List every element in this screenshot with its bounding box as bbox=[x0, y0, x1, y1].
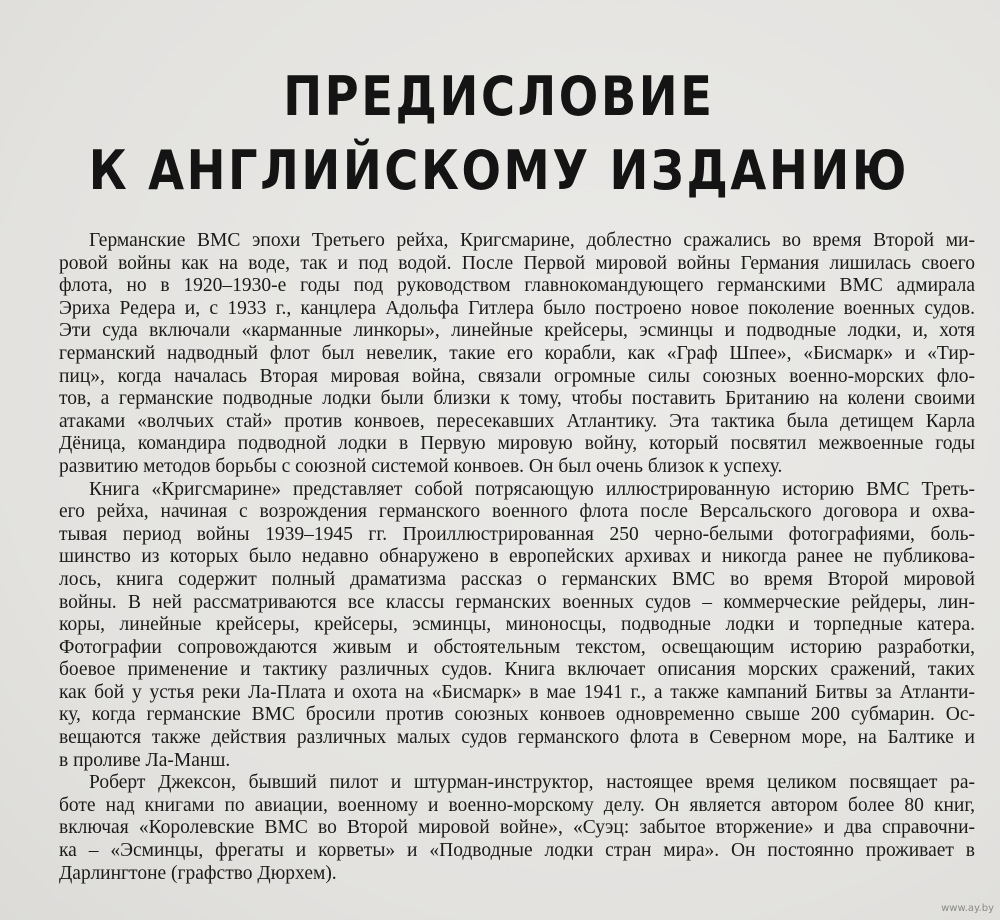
watermark: www.ay.by bbox=[941, 903, 994, 914]
text-line: в проливе Ла-Манш. bbox=[59, 749, 231, 771]
text-line: ку, когда германские ВМС бросили против союзных конвоев одновременно свыше 200 субмарин. Ос- bbox=[59, 704, 975, 726]
text-line: боевое применение и тактику различных судов. Книга включает описания морских сражений, таких bbox=[59, 659, 975, 681]
text-line: пиц», когда началась Вторая мировая война, связали огромные силы союзных военно-морских фло- bbox=[59, 365, 975, 387]
text-line: развитию методов борьбы с союзной системой конвоев. Он был очень близок к успеху. bbox=[59, 455, 783, 477]
text-line: Эти суда включали «карманные линкоры», линейные крейсеры, эсминцы и подводные лодки, и, хотя bbox=[59, 320, 975, 342]
page-title bbox=[69, 60, 929, 208]
text-line: Дёница, командира подводной лодки в Первую мировую войну, который посвятил межвоенные годы bbox=[59, 433, 975, 455]
text-line: Эриха Редера и, с 1933 г., канцлера Адольфа Гитлера было построено новое поколение военных судов. bbox=[59, 297, 975, 319]
text-line: Роберт Джексон, бывший пилот и штурман-инструктор, настоящее время целиком посвящает ра- bbox=[89, 772, 975, 794]
text-line: Фотографии сопровождаются живым и обстоятельным текстом, освещающим историю разработки, bbox=[59, 636, 975, 658]
title-line-2: К АНГЛИЙСКОМУ ИЗДАНИЮ bbox=[88, 139, 909, 202]
text-line: его рейха, начиная с возрождения германского военного флота после Версальского договора и охва- bbox=[59, 501, 975, 523]
text-line: тов, а германские подводные лодки были близки к тому, чтобы поставить Британию на колени своими bbox=[59, 388, 975, 410]
text-line: атаками «волчьих стай» против конвоев, пересекавших Атлантику. Эта тактика была детищем Карла bbox=[59, 410, 975, 432]
title-line-1: ПРЕДИСЛОВИЕ bbox=[283, 65, 715, 128]
text-line: Германские ВМС эпохи Третьего рейха, Кригсмарине, доблестно сражались во время Второй ми- bbox=[89, 230, 975, 251]
text-line: шинство из которых было недавно обнаружено в европейских архивах и никогда ранее не публикова- bbox=[59, 546, 975, 568]
text-line: коры, линейные крейсеры, крейсеры, эсминцы, миноносцы, подводные лодки и торпедные катера. bbox=[59, 614, 975, 636]
text-line: как бой у устья реки Ла-Плата и охота на «Бисмарк» в мае 1941 г., а также кампаний Битвы за Атланти- bbox=[59, 681, 975, 703]
text-line: Книга «Кригсмарине» представляет собой потрясающую иллюстрированную историю ВМС Треть- bbox=[89, 478, 975, 500]
text-line: ка – «Эсминцы, фрегаты и корветы» и «Подводные лодки стран мира». Он постоянно проживает в bbox=[59, 840, 975, 862]
text-line: Дарлингтоне (графство Дюрхем). bbox=[59, 862, 337, 884]
text-line: лось, книга содержит полный драматизма рассказ о германских ВМС во время Второй мировой bbox=[59, 568, 975, 590]
text-line: ровой войны как на воде, так и под водой. После Первой мировой войны Германия лишилась своего bbox=[59, 252, 975, 274]
body-text bbox=[59, 230, 975, 885]
text-line: боте над книгами по авиации, военному и военно-морскому делу. Он является автором более 80 книг, bbox=[59, 794, 975, 816]
text-line: германский надводный флот был невелик, такие его корабли, как «Граф Шпее», «Бисмарк» и «Тир- bbox=[59, 342, 975, 364]
text-line: вещаются также действия различных малых судов германского флота в Северном море, на Балтике и bbox=[59, 727, 975, 749]
text-line: войны. В ней рассматриваются все классы германских военных судов – коммерческие рейдеры, лин- bbox=[59, 591, 975, 613]
text-line: флота, но в 1920–1930-е годы под руководством главнокомандующего германскими ВМС адмирала bbox=[59, 275, 975, 297]
text-line: тывая период войны 1939–1945 гг. Проиллюстрированная 250 черно-белыми фотографиями, боль- bbox=[59, 523, 975, 545]
text-line: включая «Королевские ВМС во Второй мировой войне», «Суэц: забытое вторжение» и два справочни- bbox=[59, 817, 975, 839]
